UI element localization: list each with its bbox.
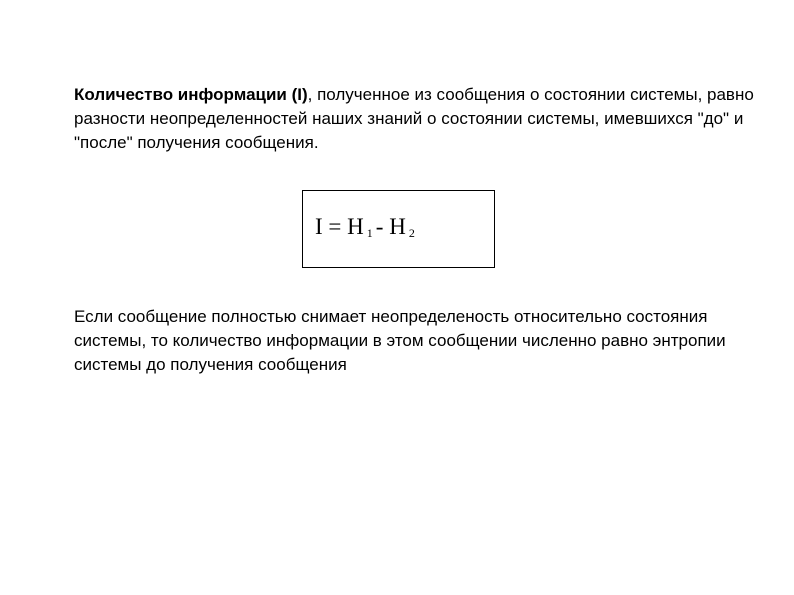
formula-minus: - bbox=[375, 214, 384, 239]
formula-box bbox=[302, 190, 495, 268]
formula bbox=[315, 213, 418, 247]
note-paragraph: Если сообщение полностью снимает неопределеность относительно состояния системы, то количество информации в этом сообщении численно равно энтропии системы до получения сообщения bbox=[74, 307, 726, 374]
formula-h2: H bbox=[389, 214, 406, 239]
formula-equals: = bbox=[328, 214, 342, 239]
formula-lhs: I bbox=[315, 214, 323, 239]
definition-term: Количество информации (I) bbox=[74, 85, 308, 104]
definition-text: , полученное из сообщения о состоянии системы, равно разности неопределенностей наших знаний о состоянии системы, имевшихся "до" и "после" получения сообщения. bbox=[74, 85, 754, 152]
formula-h2-subscript: 2 bbox=[408, 226, 415, 240]
definition-paragraph bbox=[74, 83, 754, 155]
formula-h1: H bbox=[347, 214, 364, 239]
formula-h1-subscript: 1 bbox=[366, 226, 373, 240]
